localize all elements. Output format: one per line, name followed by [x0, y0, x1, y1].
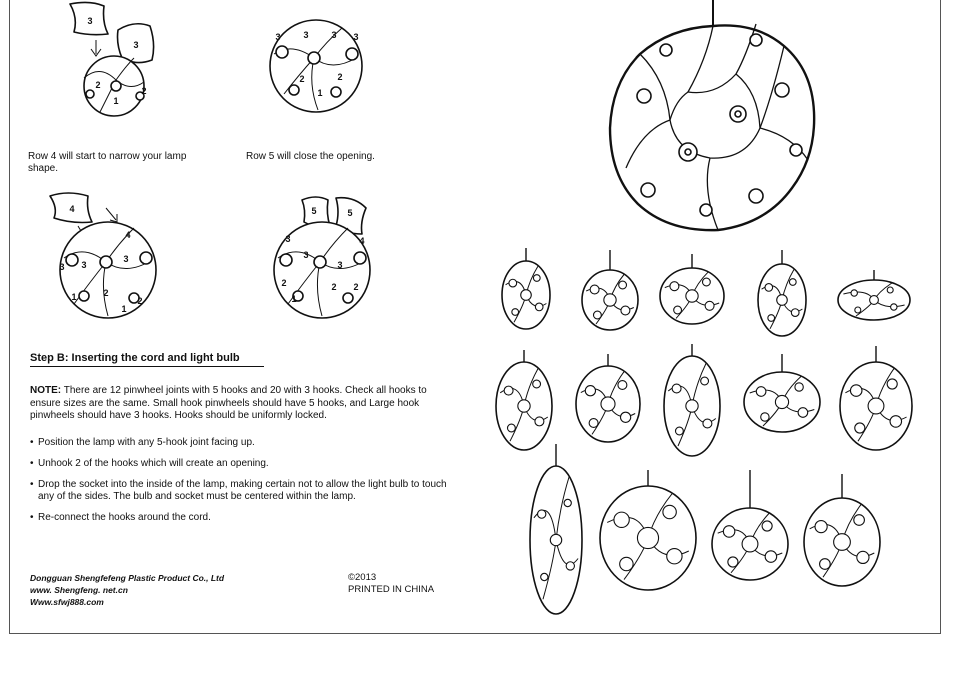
diagram-row5-assembly — [266, 194, 382, 322]
list-item: • Re-connect the hooks around the cord. — [30, 512, 460, 524]
company-info — [30, 572, 224, 608]
svg-text:3: 3 — [331, 30, 337, 40]
list-item: • Drop the socket into the inside of the lamp, making certain not to allow the light bulb to touch any of the sides. The bulb and socket must be centered within the lamp. — [30, 479, 460, 503]
svg-text:3: 3 — [275, 32, 281, 42]
lamp-variation-illustration — [741, 351, 823, 435]
svg-text:2: 2 — [299, 74, 305, 84]
svg-text:5: 5 — [347, 208, 353, 218]
copyright-text: ©2013 — [348, 572, 377, 583]
list-item: • Position the lamp with any 5-hook joint facing up. — [30, 437, 460, 449]
lamp-variation-illustration — [837, 343, 915, 453]
lamp-variation-illustration — [579, 247, 641, 333]
lamp-variation-illustration — [657, 251, 727, 327]
diagram-row3-assembly — [60, 0, 180, 118]
list-item: • Unhook 2 of the hooks which will create an opening. — [30, 458, 460, 470]
svg-text:3: 3 — [87, 16, 93, 26]
svg-text:1: 1 — [71, 292, 77, 302]
website-link-1: www. Shengfeng. net.cn — [30, 585, 128, 595]
large-lamp-illustration — [606, 0, 820, 236]
svg-text:2: 2 — [337, 72, 343, 82]
svg-text:2: 2 — [103, 288, 109, 298]
print-info — [348, 572, 434, 596]
lamp-variation-illustration — [573, 351, 643, 445]
lamp-variation-illustration — [835, 267, 913, 323]
svg-text:4: 4 — [359, 236, 365, 246]
caption-row4: Row 4 will start to narrow your lamp shape. — [28, 151, 187, 174]
svg-text:4: 4 — [69, 204, 75, 214]
svg-text:2: 2 — [137, 296, 143, 306]
lamp-variation-illustration — [597, 467, 699, 593]
diagram-row3-complete — [258, 14, 376, 114]
svg-text:4: 4 — [125, 230, 131, 240]
svg-text:1: 1 — [113, 96, 119, 106]
lamp-variation-illustration — [755, 247, 809, 339]
company-name: Dongguan Shengfefeng Plastic Product Co., Ltd — [30, 573, 225, 583]
step-b-underline — [30, 366, 264, 367]
lamp-variation-illustration — [493, 347, 555, 453]
website-link-2: Www.sfwj888.com — [30, 597, 104, 607]
lamp-variation-illustration — [661, 341, 723, 459]
lamp-variation-illustration — [499, 245, 553, 332]
svg-text:2: 2 — [95, 80, 101, 90]
svg-text:1: 1 — [121, 304, 127, 314]
svg-text:1: 1 — [291, 294, 297, 304]
diagram-row4-assembly — [44, 188, 174, 324]
svg-text:3: 3 — [303, 30, 309, 40]
svg-text:5: 5 — [311, 206, 317, 216]
svg-text:1: 1 — [317, 88, 323, 98]
svg-text:3: 3 — [81, 260, 87, 270]
step-b-title: Step B: Inserting the cord and light bulb — [30, 352, 240, 364]
note-paragraph — [30, 385, 450, 423]
lamp-variation-illustration — [709, 467, 791, 583]
note-text: There are 12 pinwheel joints with 5 hooks and 20 with 3 hooks. Check all hooks to ensure sizes are the same. Small hook pinwheels should have 5 hooks, and Large hook pinwheels should have 3 hooks. Hooks should be uniformly locked. — [30, 385, 427, 421]
lamp-variation-illustration — [527, 441, 585, 617]
note-label: NOTE: — [30, 385, 62, 396]
svg-text:3: 3 — [353, 32, 359, 42]
svg-text:2: 2 — [353, 282, 359, 292]
svg-text:3: 3 — [59, 262, 65, 272]
printed-in-text: PRINTED IN CHINA — [348, 584, 435, 595]
svg-text:3: 3 — [303, 250, 309, 260]
svg-text:2: 2 — [331, 282, 337, 292]
caption-row5: Row 5 will close the opening. — [246, 151, 375, 162]
svg-text:3: 3 — [337, 260, 343, 270]
svg-text:2: 2 — [141, 86, 147, 96]
svg-text:3: 3 — [285, 234, 291, 244]
lamp-variation-illustration — [801, 471, 883, 589]
svg-text:2: 2 — [281, 278, 287, 288]
svg-text:3: 3 — [133, 40, 139, 50]
svg-text:3: 3 — [123, 254, 129, 264]
instruction-list — [30, 437, 460, 533]
